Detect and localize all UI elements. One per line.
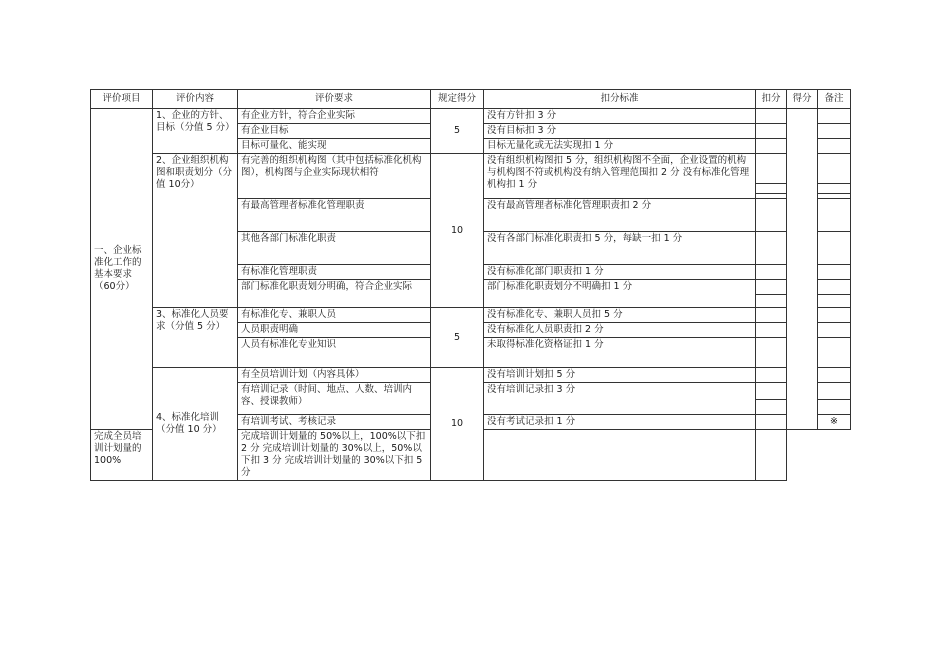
standard-cell: 目标无量化或无法实现扣 1 分 [484,139,756,154]
deduction-cell [484,430,756,481]
note-cell [818,383,851,400]
note-cell [818,323,851,338]
header-note: 备注 [818,90,851,109]
header-obtained: 得分 [787,90,818,109]
table-row [91,308,851,323]
deduction-cell [756,308,787,323]
note-cell [818,338,851,368]
deduction-cell [756,400,787,415]
note-cell [818,232,851,265]
project-cell: 一、企业标准化工作的基本要求（60分） [91,109,153,430]
deduction-cell [756,154,787,184]
note-cell: ※ [818,415,851,430]
deduction-cell [756,383,787,400]
group-content: 2、企业组织机构图和职责划分（分值 10分） [153,154,238,308]
requirement-cell: 有完善的组织机构图（其中包括标准化机构图），机构图与企业实际现状相符 [238,154,431,199]
deduction-cell [756,338,787,368]
header-requirement: 评价要求 [238,90,431,109]
deduction-cell [756,368,787,383]
deduction-cell [756,139,787,154]
requirement-cell: 有全员培训计划（内容具体） [238,368,431,383]
requirement-cell: 完成全员培训计划量的 100% [91,430,153,481]
standard-cell: 完成培训计划量的 50%以上，100%以下扣 2 分 完成培训计划量的 30%以上，50%以下扣 3 分 完成培训计划量的 30%以下扣 5 分 [238,430,431,481]
table-row [91,109,851,124]
header-deduction-standard: 扣分标准 [484,90,756,109]
note-cell [756,430,787,481]
requirement-cell: 有企业目标 [238,124,431,139]
standard-cell: 没有目标扣 3 分 [484,124,756,139]
note-cell [818,199,851,232]
table-row [91,368,851,383]
standard-cell: 没有考试记录扣 1 分 [484,415,756,430]
group-content: 3、标准化人员要求（分值 5 分） [153,308,238,368]
group-score: 5 [431,109,484,154]
evaluation-table [90,89,851,481]
requirement-cell: 其他各部门标准化职责 [238,232,431,265]
deduction-cell [756,323,787,338]
deduction-cell [756,199,787,232]
standard-cell: 没有组织机构图扣 5 分，组织机构图不全面，企业设置的机构与机构图不符或机构没有纳入管理范围扣 2 分 没有标准化管理机构扣 1 分 [484,154,756,199]
requirement-cell: 有最高管理者标准化管理职责 [238,199,431,232]
note-cell [818,154,851,184]
note-cell [818,308,851,323]
note-cell [818,184,851,194]
requirement-cell: 目标可量化、能实现 [238,139,431,154]
table-row [91,154,851,184]
requirement-cell: 有标准化专、兼职人员 [238,308,431,323]
note-cell [818,295,851,308]
deduction-cell [756,124,787,139]
note-cell [818,368,851,383]
note-cell [818,124,851,139]
deduction-cell [756,109,787,124]
requirement-cell: 人员有标准化专业知识 [238,338,431,368]
deduction-cell [756,295,787,308]
requirement-cell: 有标准化管理职责 [238,265,431,280]
deduction-cell [756,280,787,295]
standard-cell: 没有培训计划扣 5 分 [484,368,756,383]
note-cell [818,265,851,280]
requirement-cell: 有企业方针，符合企业实际 [238,109,431,124]
header-row [91,90,851,109]
standard-cell: 没有方针扣 3 分 [484,109,756,124]
deduction-cell [756,265,787,280]
note-cell [818,109,851,124]
obtained-score-cell [787,109,818,430]
note-cell [818,139,851,154]
requirement-cell: 有培训记录（时间、地点、人数、培训内容、授课教师） [238,383,431,415]
group-content: 1、企业的方针、目标（分值 5 分） [153,109,238,154]
group-content: 4、标准化培训（分值 10 分） [153,368,238,481]
deduction-cell [756,232,787,265]
group-score: 10 [431,368,484,481]
standard-cell: 没有培训记录扣 3 分 [484,383,756,415]
note-cell [818,400,851,415]
header-score: 规定得分 [431,90,484,109]
note-cell [818,280,851,295]
header-deduction: 扣分 [756,90,787,109]
standard-cell: 没有标准化人员职责扣 2 分 [484,323,756,338]
deduction-cell [756,184,787,194]
header-content: 评价内容 [153,90,238,109]
standard-cell: 没有标准化专、兼职人员扣 5 分 [484,308,756,323]
group-score: 10 [431,154,484,308]
deduction-cell [756,415,787,430]
standard-cell: 没有最高管理者标准化管理职责扣 2 分 [484,199,756,232]
standard-cell: 没有各部门标准化职责扣 5 分，每缺一扣 1 分 [484,232,756,265]
standard-cell: 没有标准化部门职责扣 1 分 [484,265,756,280]
group-score: 5 [431,308,484,368]
header-project: 评价项目 [91,90,153,109]
requirement-cell: 有培训考试、考核记录 [238,415,431,430]
requirement-cell: 人员职责明确 [238,323,431,338]
standard-cell: 未取得标准化资格证扣 1 分 [484,338,756,368]
standard-cell: 部门标准化职责划分不明确扣 1 分 [484,280,756,308]
requirement-cell: 部门标准化职责划分明确，符合企业实际 [238,280,431,308]
